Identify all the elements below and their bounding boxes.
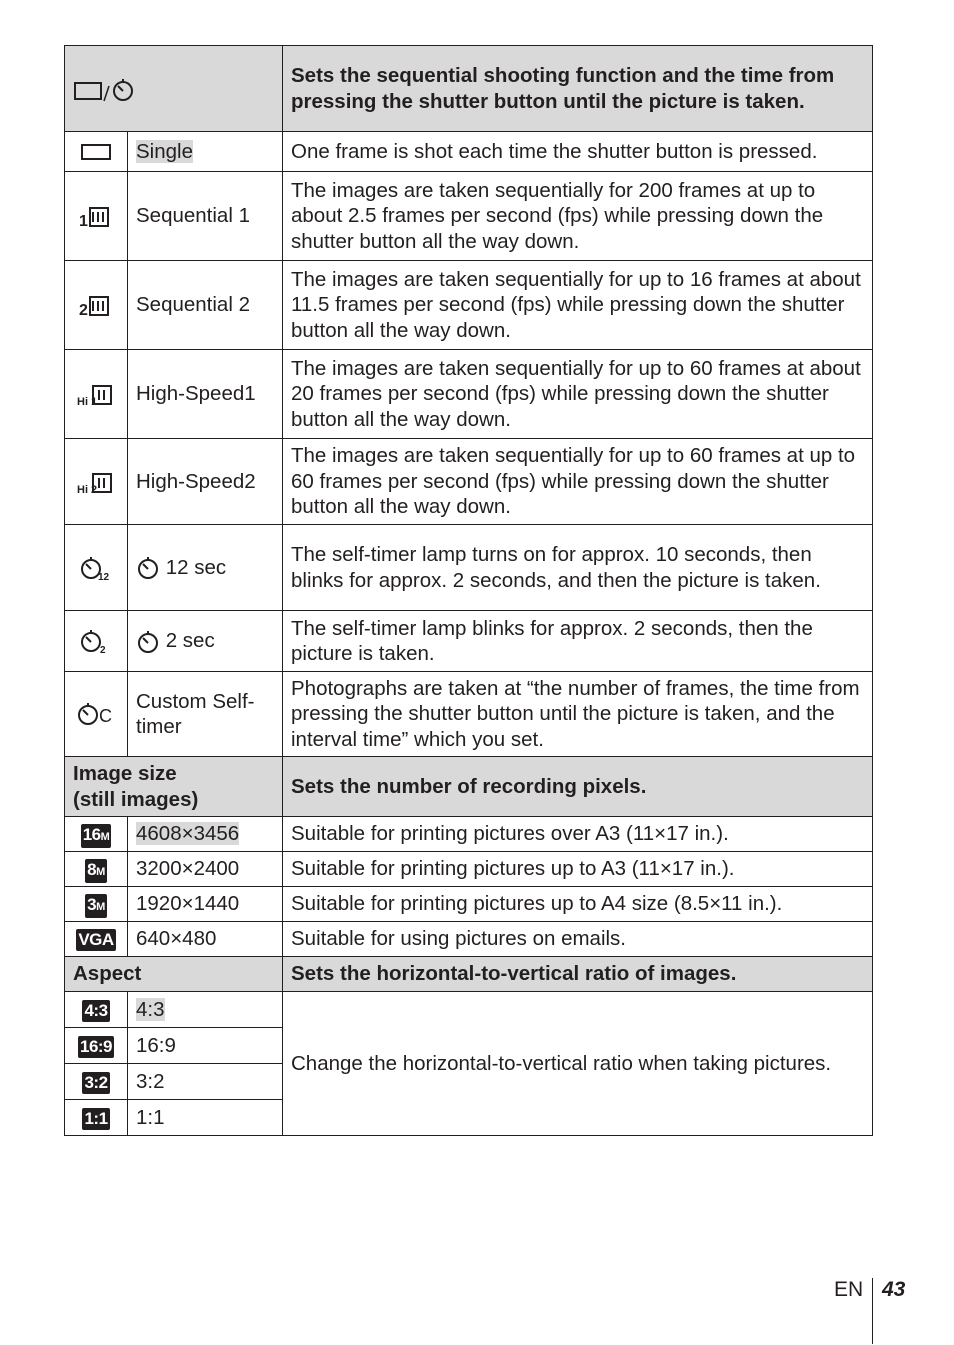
aspect-16-9-icon: 16:9: [65, 1028, 128, 1064]
image-size-header-text: Sets the number of recording pixels.: [283, 757, 873, 817]
drive-mode-icon: [65, 46, 283, 132]
table-row: [65, 887, 873, 922]
option-label: Single: [128, 132, 283, 172]
option-desc: The images are taken sequentially for 200 frames at up to about 2.5 frames per second (fps) while pressing down the shutter button all the way down.: [283, 172, 873, 261]
table-row: [65, 817, 873, 852]
svg-text:12: 12: [98, 571, 110, 582]
size-8m-icon: 8M: [65, 852, 128, 887]
sequential-2-icon: [65, 261, 128, 350]
self-timer-12-icon: [65, 525, 128, 611]
option-label: Sequential 1: [128, 172, 283, 261]
svg-text:Hi 2: Hi 2: [77, 483, 98, 496]
option-desc: Suitable for printing pictures over A3 (11×17 in.).: [283, 817, 873, 852]
self-timer-2-icon: [65, 611, 128, 672]
aspect-desc: Change the horizontal-to-vertical ratio when taking pictures.: [283, 992, 873, 1136]
size-3m-icon: 3M: [65, 887, 128, 922]
option-label: 2 sec: [128, 611, 283, 672]
high-speed-2-icon: [65, 439, 128, 525]
aspect-3-2-icon: 3:2: [65, 1064, 128, 1100]
language-label: EN: [834, 1278, 864, 1301]
image-size-header-row: [65, 757, 873, 817]
page-number: 43: [882, 1278, 906, 1301]
option-desc: The images are taken sequentially for up to 60 frames at up to 60 frames per second (fps) while pressing down the shutter button all the way down.: [283, 439, 873, 525]
footer-divider: [872, 1278, 873, 1344]
option-desc: The self-timer lamp turns on for approx. 10 seconds, then blinks for approx. 2 seconds, and then the picture is taken.: [283, 525, 873, 611]
table-row: [65, 439, 873, 525]
high-speed-1-icon: [65, 350, 128, 439]
sequential-1-icon: [65, 172, 128, 261]
aspect-4-3-icon: 4:3: [65, 992, 128, 1028]
timer-icon: [136, 630, 160, 654]
option-desc: Suitable for using pictures on emails.: [283, 922, 873, 957]
svg-text:2: 2: [100, 645, 106, 655]
table-row: [65, 852, 873, 887]
drive-header-row: [65, 46, 873, 132]
option-label: 4:3: [128, 992, 283, 1028]
option-label: Custom Self-timer: [128, 672, 283, 757]
drive-header-text: Sets the sequential shooting function and the time from pressing the shutter button until the picture is taken.: [283, 46, 873, 132]
table-row: [65, 525, 873, 611]
option-desc: The images are taken sequentially for up to 16 frames at about 11.5 frames per second (fps) while pressing down the shutter button all the way down.: [283, 261, 873, 350]
table-row: [65, 992, 873, 1028]
option-desc: The images are taken sequentially for up to 60 frames at about 20 frames per second (fps) while pressing down the shutter button all the way down.: [283, 350, 873, 439]
option-desc: Suitable for printing pictures up to A3 (11×17 in.).: [283, 852, 873, 887]
table-row: [65, 611, 873, 672]
aspect-title: Aspect: [65, 957, 283, 992]
option-label: 1:1: [128, 1100, 283, 1136]
option-label: 3200×2400: [128, 852, 283, 887]
table-row: [65, 672, 873, 757]
option-desc: Photographs are taken at “the number of frames, the time from pressing the shutter button until the picture is taken, and the interval time” which you set.: [283, 672, 873, 757]
size-16m-icon: 16M: [65, 817, 128, 852]
table-row: [65, 261, 873, 350]
option-label: 3:2: [128, 1064, 283, 1100]
aspect-1-1-icon: 1:1: [65, 1100, 128, 1136]
table-row: [65, 172, 873, 261]
single-frame-icon: [65, 132, 128, 172]
option-label: 4608×3456: [128, 817, 283, 852]
option-label: Sequential 2: [128, 261, 283, 350]
custom-self-timer-icon: [65, 672, 128, 757]
image-size-title: Image size (still images): [65, 757, 283, 817]
table-row: [65, 350, 873, 439]
option-label: 1920×1440: [128, 887, 283, 922]
option-desc: One frame is shot each time the shutter button is pressed.: [283, 132, 873, 172]
size-vga-icon: VGA: [65, 922, 128, 957]
timer-icon: [136, 556, 160, 580]
svg-text:C: C: [99, 706, 112, 726]
option-label: High-Speed1: [128, 350, 283, 439]
svg-text:1: 1: [79, 213, 88, 230]
option-label: High-Speed2: [128, 439, 283, 525]
settings-table: [64, 45, 873, 1136]
table-row: [65, 132, 873, 172]
option-desc: The self-timer lamp blinks for approx. 2 seconds, then the picture is taken.: [283, 611, 873, 672]
aspect-header-text: Sets the horizontal-to-vertical ratio of images.: [283, 957, 873, 992]
option-label: 16:9: [128, 1028, 283, 1064]
aspect-header-row: [65, 957, 873, 992]
option-desc: Suitable for printing pictures up to A4 size (8.5×11 in.).: [283, 887, 873, 922]
option-label: 12 sec: [128, 525, 283, 611]
svg-text:2: 2: [79, 302, 88, 319]
table-row: [65, 922, 873, 957]
option-label: 640×480: [128, 922, 283, 957]
svg-text:Hi 1: Hi 1: [77, 396, 98, 408]
